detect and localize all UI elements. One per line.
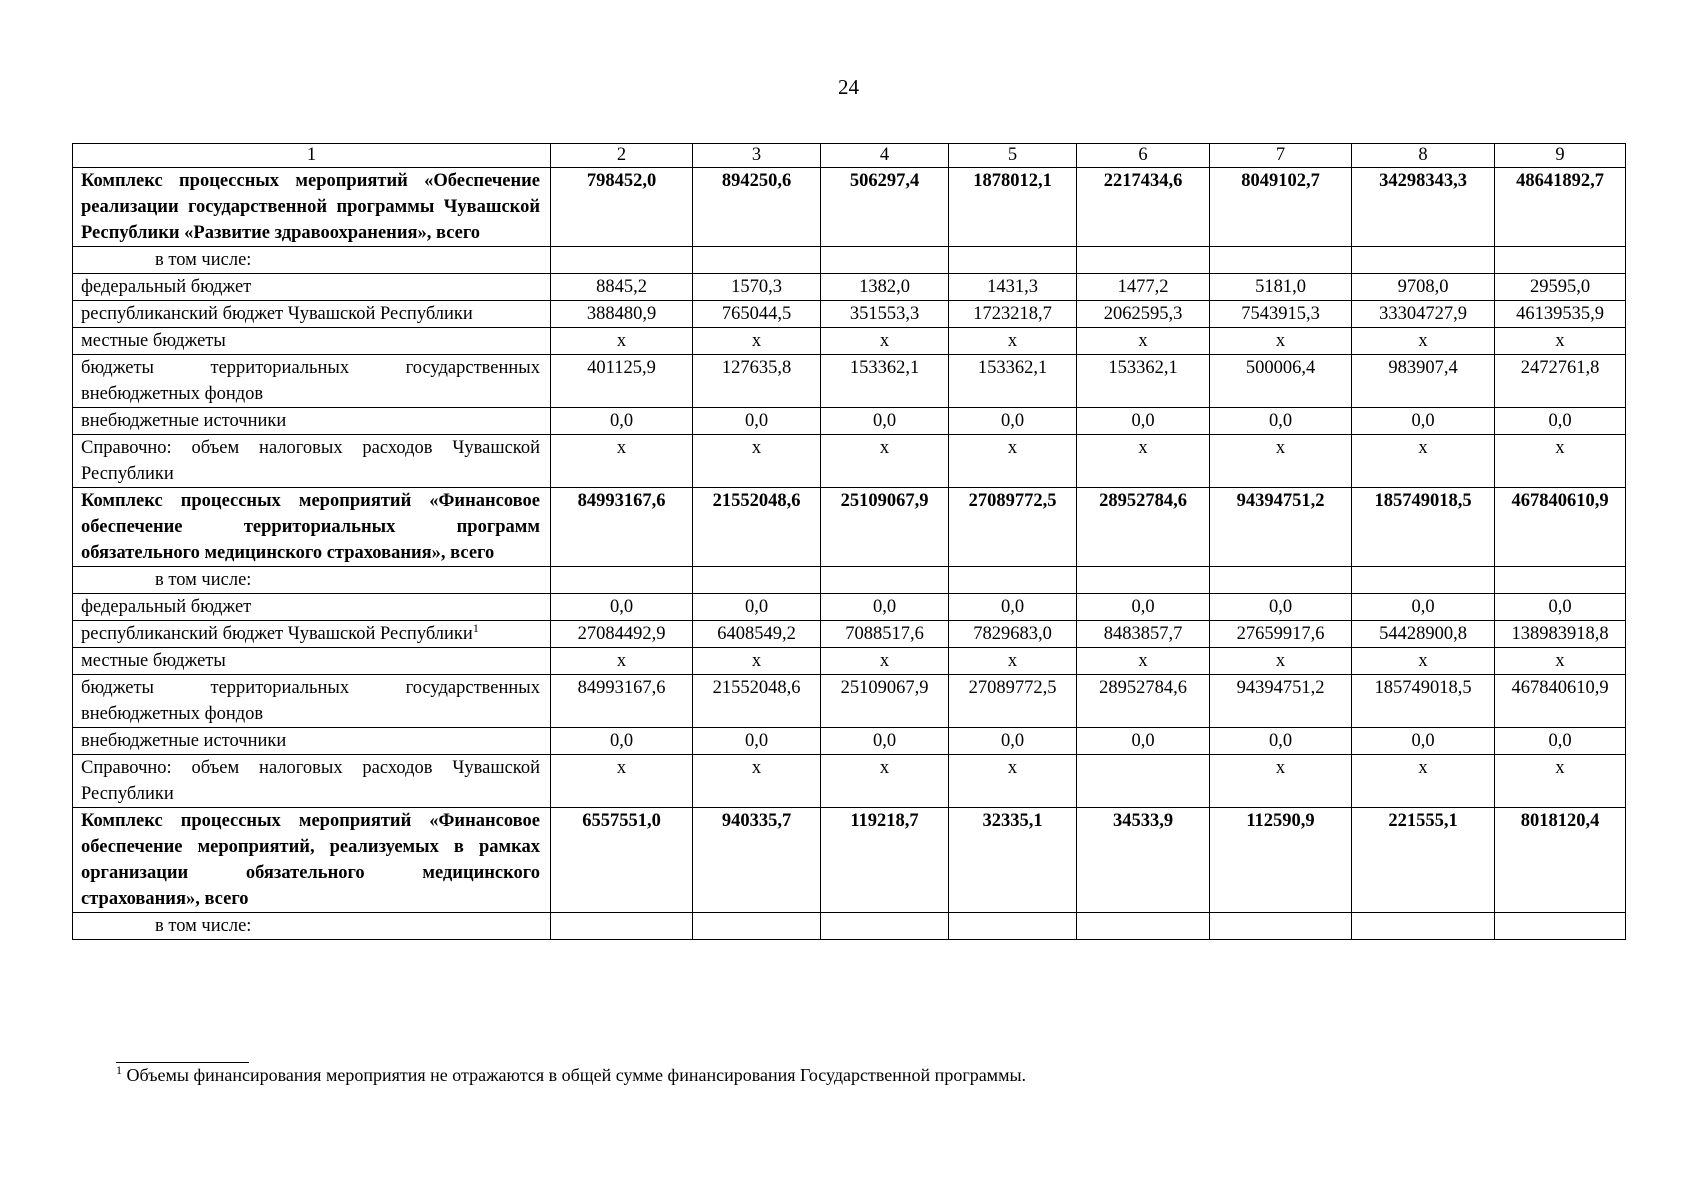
table-row — [73, 435, 1626, 488]
empty-cell — [693, 913, 821, 940]
empty-cell — [551, 567, 693, 594]
total-value: 34298343,3 — [1352, 168, 1495, 247]
cell-value: 388480,9 — [551, 301, 693, 328]
cell-value: 0,0 — [693, 728, 821, 755]
cell-value: х — [1210, 755, 1352, 808]
table-row — [73, 648, 1626, 675]
cell-value: х — [821, 648, 949, 675]
row-label — [73, 594, 551, 621]
cell-value: 0,0 — [1077, 408, 1210, 435]
cell-value: х — [949, 435, 1077, 488]
row-label-text: внебюджетные источники — [81, 731, 287, 751]
column-number: 8 — [1352, 144, 1495, 168]
total-value: 21552048,6 — [693, 488, 821, 567]
cell-value: х — [1210, 328, 1352, 355]
total-value: 28952784,6 — [1077, 488, 1210, 567]
empty-cell — [693, 247, 821, 274]
section-total-row — [73, 808, 1626, 913]
cell-value: 0,0 — [693, 408, 821, 435]
row-label-text: бюджеты территориальных государственных внебюджетных фондов — [81, 678, 540, 724]
empty-cell — [1352, 247, 1495, 274]
cell-value: х — [1352, 435, 1495, 488]
cell-value: 0,0 — [1495, 728, 1626, 755]
total-value: 48641892,7 — [1495, 168, 1626, 247]
empty-cell — [1077, 913, 1210, 940]
table-row — [73, 301, 1626, 328]
cell-value: 0,0 — [1210, 728, 1352, 755]
cell-value: 0,0 — [1352, 408, 1495, 435]
row-label — [73, 675, 551, 728]
column-number: 5 — [949, 144, 1077, 168]
cell-value: 983907,4 — [1352, 355, 1495, 408]
total-value: 506297,4 — [821, 168, 949, 247]
total-value: 185749018,5 — [1352, 488, 1495, 567]
total-value: 221555,1 — [1352, 808, 1495, 913]
total-value: 32335,1 — [949, 808, 1077, 913]
empty-cell — [1077, 247, 1210, 274]
cell-value: х — [551, 435, 693, 488]
including-label: в том числе: — [73, 567, 551, 594]
column-number: 9 — [1495, 144, 1626, 168]
column-number: 3 — [693, 144, 821, 168]
row-label — [73, 755, 551, 808]
cell-value: х — [1495, 755, 1626, 808]
section-title: Комплекс процессных мероприятий «Финансовое обеспечение территориальных программ обязательного медицинского страхования», всего — [73, 488, 551, 567]
cell-value: 401125,9 — [551, 355, 693, 408]
cell-value: 7088517,6 — [821, 621, 949, 648]
section-title: Комплекс процессных мероприятий «Финансовое обеспечение мероприятий, реализуемых в рамках организации обязательного медицинского страхования», всего — [73, 808, 551, 913]
column-number: 4 — [821, 144, 949, 168]
cell-value: 153362,1 — [821, 355, 949, 408]
cell-value: 0,0 — [1077, 728, 1210, 755]
total-value: 34533,9 — [1077, 808, 1210, 913]
cell-value: х — [1352, 755, 1495, 808]
cell-value: 84993167,6 — [551, 675, 693, 728]
including-label: в том числе: — [73, 247, 551, 274]
empty-cell — [821, 913, 949, 940]
cell-value: 29595,0 — [1495, 274, 1626, 301]
page-number: 24 — [838, 75, 859, 99]
cell-value: 0,0 — [1495, 594, 1626, 621]
total-value: 112590,9 — [1210, 808, 1352, 913]
table-row — [73, 355, 1626, 408]
cell-value: 0,0 — [821, 728, 949, 755]
cell-value: 0,0 — [949, 408, 1077, 435]
cell-value: 28952784,6 — [1077, 675, 1210, 728]
row-label — [73, 648, 551, 675]
total-value: 119218,7 — [821, 808, 949, 913]
section-title: Комплекс процессных мероприятий «Обеспечение реализации государственной программы Чувашской Республики «Развитие здравоохранения», всего — [73, 168, 551, 247]
cell-value: 46139535,9 — [1495, 301, 1626, 328]
financing-table — [72, 143, 1626, 940]
cell-value: 467840610,9 — [1495, 675, 1626, 728]
footnote-reference: 1 — [472, 620, 479, 635]
including-label: в том числе: — [73, 913, 551, 940]
row-label-text: республиканский бюджет Чувашской Республики — [81, 304, 473, 324]
cell-value: х — [949, 648, 1077, 675]
total-value: 940335,7 — [693, 808, 821, 913]
cell-value: 7543915,3 — [1210, 301, 1352, 328]
row-label-text: бюджеты территориальных государственных внебюджетных фондов — [81, 358, 540, 404]
cell-value: х — [693, 328, 821, 355]
cell-value: х — [693, 755, 821, 808]
cell-value: 1570,3 — [693, 274, 821, 301]
row-label-text: местные бюджеты — [81, 331, 226, 351]
row-label-text: федеральный бюджет — [81, 597, 252, 617]
total-value: 798452,0 — [551, 168, 693, 247]
cell-value: 5181,0 — [1210, 274, 1352, 301]
footnote-text: Объемы финансирования мероприятия не отражаются в общей сумме финансирования Государственной программы. — [126, 1065, 1027, 1085]
total-value: 2217434,6 — [1077, 168, 1210, 247]
cell-value: х — [1210, 435, 1352, 488]
cell-value: 0,0 — [693, 594, 821, 621]
cell-value: 27089772,5 — [949, 675, 1077, 728]
cell-value: 153362,1 — [949, 355, 1077, 408]
cell-value: 8845,2 — [551, 274, 693, 301]
cell-value: 138983918,8 — [1495, 621, 1626, 648]
empty-cell — [1352, 913, 1495, 940]
empty-cell — [1210, 567, 1352, 594]
cell-value: 8483857,7 — [1077, 621, 1210, 648]
cell-value: 0,0 — [551, 728, 693, 755]
cell-value: 9708,0 — [1352, 274, 1495, 301]
cell-value: 1382,0 — [821, 274, 949, 301]
including-row — [73, 247, 1626, 274]
column-number-row — [73, 144, 1626, 168]
row-label — [73, 728, 551, 755]
cell-value: 0,0 — [1352, 728, 1495, 755]
cell-value: 0,0 — [821, 408, 949, 435]
cell-value: 765044,5 — [693, 301, 821, 328]
cell-value: х — [1077, 648, 1210, 675]
empty-cell — [1210, 913, 1352, 940]
table-row — [73, 328, 1626, 355]
cell-value: 2472761,8 — [1495, 355, 1626, 408]
empty-cell — [949, 913, 1077, 940]
row-label-text: федеральный бюджет — [81, 277, 252, 297]
empty-cell — [1077, 567, 1210, 594]
cell-value: 27084492,9 — [551, 621, 693, 648]
cell-value: 0,0 — [949, 594, 1077, 621]
cell-value: 25109067,9 — [821, 675, 949, 728]
row-label-text: Справочно: объем налоговых расходов Чувашской Республики — [81, 758, 540, 804]
empty-cell — [1352, 567, 1495, 594]
table-row — [73, 274, 1626, 301]
table-row — [73, 675, 1626, 728]
empty-cell — [1210, 247, 1352, 274]
cell-value: х — [551, 328, 693, 355]
cell-value: х — [1077, 328, 1210, 355]
row-label-text: республиканский бюджет Чувашской Республики — [81, 624, 473, 644]
row-label — [73, 435, 551, 488]
column-number: 6 — [1077, 144, 1210, 168]
cell-value: х — [551, 648, 693, 675]
row-label-text: Справочно: объем налоговых расходов Чувашской Республики — [81, 438, 540, 484]
table-row — [73, 594, 1626, 621]
row-label-text: внебюджетные источники — [81, 411, 287, 431]
cell-value: 0,0 — [1495, 408, 1626, 435]
cell-value: 500006,4 — [1210, 355, 1352, 408]
empty-cell — [1495, 247, 1626, 274]
footnote-separator — [116, 1062, 249, 1063]
row-label — [73, 408, 551, 435]
section-total-row — [73, 488, 1626, 567]
cell-value: 0,0 — [1210, 408, 1352, 435]
table-row — [73, 621, 1626, 648]
cell-value: х — [1077, 435, 1210, 488]
cell-value: 0,0 — [1210, 594, 1352, 621]
cell-value: 0,0 — [1077, 594, 1210, 621]
cell-value: х — [1352, 328, 1495, 355]
cell-value: х — [1352, 648, 1495, 675]
cell-value — [1077, 755, 1210, 808]
cell-value: х — [1495, 648, 1626, 675]
cell-value: х — [949, 755, 1077, 808]
cell-value: 0,0 — [949, 728, 1077, 755]
cell-value: 0,0 — [1352, 594, 1495, 621]
cell-value: х — [949, 328, 1077, 355]
total-value: 25109067,9 — [821, 488, 949, 567]
row-label-text: местные бюджеты — [81, 651, 226, 671]
cell-value: х — [1495, 435, 1626, 488]
total-value: 1878012,1 — [949, 168, 1077, 247]
total-value: 94394751,2 — [1210, 488, 1352, 567]
total-value: 6557551,0 — [551, 808, 693, 913]
cell-value: 153362,1 — [1077, 355, 1210, 408]
total-value: 84993167,6 — [551, 488, 693, 567]
row-label — [73, 328, 551, 355]
cell-value: х — [1495, 328, 1626, 355]
cell-value: 94394751,2 — [1210, 675, 1352, 728]
cell-value: 0,0 — [551, 594, 693, 621]
cell-value: 1477,2 — [1077, 274, 1210, 301]
total-value: 894250,6 — [693, 168, 821, 247]
cell-value: х — [693, 435, 821, 488]
row-label — [73, 301, 551, 328]
cell-value: х — [693, 648, 821, 675]
cell-value: 2062595,3 — [1077, 301, 1210, 328]
empty-cell — [551, 913, 693, 940]
cell-value: 127635,8 — [693, 355, 821, 408]
table-row — [73, 755, 1626, 808]
empty-cell — [949, 567, 1077, 594]
cell-value: 33304727,9 — [1352, 301, 1495, 328]
empty-cell — [821, 247, 949, 274]
column-number: 2 — [551, 144, 693, 168]
empty-cell — [1495, 567, 1626, 594]
table-row — [73, 728, 1626, 755]
total-value: 27089772,5 — [949, 488, 1077, 567]
section-total-row — [73, 168, 1626, 247]
cell-value: х — [821, 435, 949, 488]
cell-value: х — [551, 755, 693, 808]
total-value: 8049102,7 — [1210, 168, 1352, 247]
cell-value: 6408549,2 — [693, 621, 821, 648]
cell-value: 1431,3 — [949, 274, 1077, 301]
total-value: 8018120,4 — [1495, 808, 1626, 913]
empty-cell — [949, 247, 1077, 274]
footnote — [116, 1065, 1026, 1086]
cell-value: 7829683,0 — [949, 621, 1077, 648]
cell-value: 21552048,6 — [693, 675, 821, 728]
cell-value: 54428900,8 — [1352, 621, 1495, 648]
cell-value: 0,0 — [821, 594, 949, 621]
footnote-mark: 1 — [116, 1063, 122, 1077]
empty-cell — [821, 567, 949, 594]
total-value: 467840610,9 — [1495, 488, 1626, 567]
cell-value: х — [1210, 648, 1352, 675]
cell-value: 27659917,6 — [1210, 621, 1352, 648]
cell-value: х — [821, 755, 949, 808]
empty-cell — [1495, 913, 1626, 940]
including-row — [73, 913, 1626, 940]
empty-cell — [693, 567, 821, 594]
cell-value: 351553,3 — [821, 301, 949, 328]
table-row — [73, 408, 1626, 435]
column-number: 7 — [1210, 144, 1352, 168]
row-label — [73, 621, 551, 648]
empty-cell — [551, 247, 693, 274]
column-number: 1 — [73, 144, 551, 168]
cell-value: 185749018,5 — [1352, 675, 1495, 728]
row-label — [73, 355, 551, 408]
row-label — [73, 274, 551, 301]
cell-value: 0,0 — [551, 408, 693, 435]
cell-value: х — [821, 328, 949, 355]
cell-value: 1723218,7 — [949, 301, 1077, 328]
including-row — [73, 567, 1626, 594]
